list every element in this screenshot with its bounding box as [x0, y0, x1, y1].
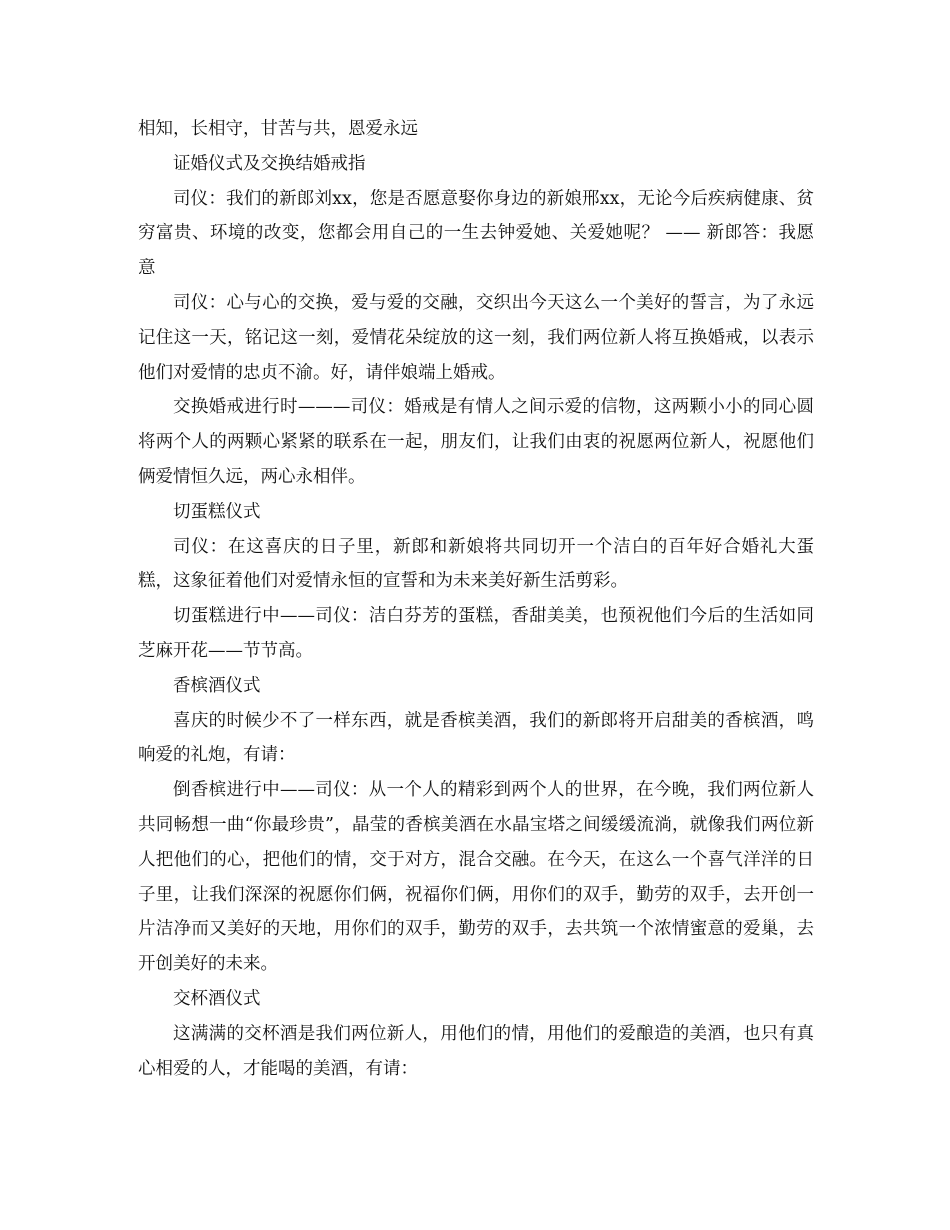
- section-heading-vows-rings: 证婚仪式及交换结婚戒指: [173, 153, 366, 174]
- paragraph-champagne-pouring: 倒香槟进行中——司仪：从一个人的精彩到两个人的世界，在今晚，我们两位新人共同畅想一曲“你最珍贵”，晶莹的香槟美酒在水晶宝塔之间缓缓流淌，就像我们两位新人把他们的心，把他们的情，交于对方，混合交融。在今天，在这么一个喜气洋洋的日子里，让我们深深的祝愿你们俩，祝福你们俩，用你们的双手，勤劳的双手，去开创一片洁净而又美好的天地，用你们的双手，勤劳的双手，去共筑一个浓情蜜意的爱巢，去开创美好的未来。: [138, 780, 814, 975]
- section-heading-champagne: 香槟酒仪式: [173, 675, 261, 696]
- paragraph-continuation: 相知，长相守，甘苦与共，恩爱永远: [138, 119, 418, 139]
- section-heading-toast: 交杯酒仪式: [173, 988, 261, 1009]
- paragraph-champagne-intro: 喜庆的时候少不了一样东西，就是香槟美酒，我们的新郎将开启甜美的香槟酒，鸣响爱的礼炮，有请：: [138, 710, 814, 766]
- section-heading-cake: 切蛋糕仪式: [173, 501, 261, 522]
- paragraph-ring-exchange-intro: 司仪：心与心的交换，爱与爱的交融，交织出今天这么一个美好的誓言，为了永远记住这一天，铭记这一刻，爱情花朵绽放的这一刻，我们两位新人将互换婚戒，以表示他们对爱情的忠贞不渝。好，请伴娘端上婚戒。: [138, 292, 814, 383]
- paragraph-toast: 这满满的交杯酒是我们两位新人，用他们的情，用他们的爱酿造的美酒，也只有真心相爱的人，才能喝的美酒，有请：: [138, 1023, 814, 1079]
- paragraph-cake-cutting: 切蛋糕进行中——司仪：洁白芬芳的蛋糕，香甜美美，也预祝他们今后的生活如同芝麻开花——节节高。: [138, 606, 814, 661]
- document-page: [138, 112, 814, 1086]
- paragraph-vow-question: 司仪：我们的新郎刘xx，您是否愿意娶你身边的新娘邢xx，无论今后疾病健康、贫穷富贵、环境的改变，您都会用自己的一生去钟爱她、关爱她呢？ —— 新郎答：我愿意: [138, 188, 814, 279]
- paragraph-ring-exchange: 交换婚戒进行时———司仪：婚戒是有情人之间示爱的信物，这两颗小小的同心圆将两个人的两颗心紧紧的联系在一起，朋友们，让我们由衷的祝愿两位新人，祝愿他们俩爱情恒久远，两心永相伴。: [138, 397, 814, 487]
- paragraph-cake-intro: 司仪：在这喜庆的日子里，新郎和新娘将共同切开一个洁白的百年好合婚礼大蛋糕，这象征着他们对爱情永恒的宣誓和为未来美好新生活剪彩。: [138, 536, 814, 592]
